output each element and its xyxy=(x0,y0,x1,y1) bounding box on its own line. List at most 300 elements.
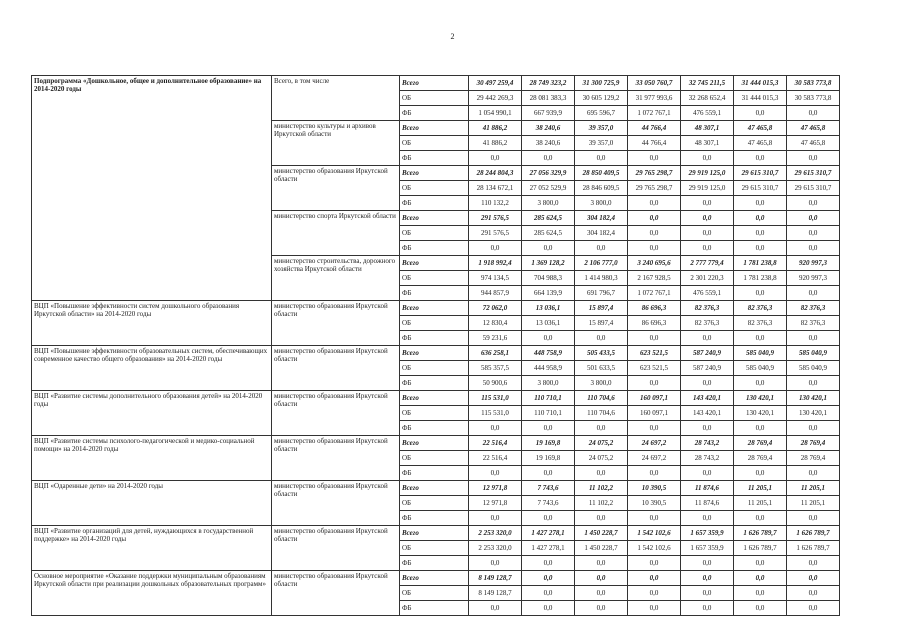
amount-cell: 30 497 259,4 xyxy=(469,76,522,91)
amount-cell: 0,0 xyxy=(575,331,628,346)
amount-cell: 1 072 767,1 xyxy=(628,106,681,121)
amount-cell: 0,0 xyxy=(787,466,840,481)
amount-cell: 28 850 409,5 xyxy=(575,166,628,181)
amount-cell: 1 427 278,1 xyxy=(522,541,575,556)
amount-cell: 19 169,8 xyxy=(522,436,575,451)
responsible-executor: министерство культуры и архивов Иркутской области xyxy=(272,121,400,166)
amount-cell: 0,0 xyxy=(734,556,787,571)
amount-cell: 0,0 xyxy=(681,331,734,346)
amount-cell: 0,0 xyxy=(628,241,681,256)
amount-cell: 0,0 xyxy=(681,601,734,616)
amount-cell: 44 766,4 xyxy=(628,121,681,136)
amount-cell: 0,0 xyxy=(787,511,840,526)
amount-cell: 13 036,1 xyxy=(522,316,575,331)
amount-cell: 28 769,4 xyxy=(787,451,840,466)
amount-cell: 0,0 xyxy=(628,196,681,211)
amount-cell: 0,0 xyxy=(787,331,840,346)
amount-cell: 29 615 310,7 xyxy=(787,166,840,181)
amount-cell: 28 081 383,3 xyxy=(522,91,575,106)
amount-cell: 47 465,8 xyxy=(734,121,787,136)
amount-cell: 0,0 xyxy=(681,571,734,586)
amount-cell: 110 132,2 xyxy=(469,196,522,211)
amount-cell: 0,0 xyxy=(734,211,787,226)
amount-cell: 24 697,2 xyxy=(628,451,681,466)
amount-cell: 82 376,3 xyxy=(734,316,787,331)
amount-cell: 0,0 xyxy=(681,211,734,226)
funding-source: Всего xyxy=(400,256,469,271)
amount-cell: 47 465,8 xyxy=(787,136,840,151)
funding-source: Всего xyxy=(400,166,469,181)
amount-cell: 31 444 015,3 xyxy=(734,91,787,106)
amount-cell: 0,0 xyxy=(681,466,734,481)
amount-cell: 0,0 xyxy=(787,106,840,121)
table-row xyxy=(32,436,840,451)
amount-cell: 29 615 310,7 xyxy=(787,181,840,196)
funding-source: Всего xyxy=(400,121,469,136)
amount-cell: 0,0 xyxy=(522,421,575,436)
amount-cell: 0,0 xyxy=(787,226,840,241)
amount-cell: 0,0 xyxy=(469,601,522,616)
amount-cell: 0,0 xyxy=(787,286,840,301)
amount-cell: 505 433,5 xyxy=(575,346,628,361)
amount-cell: 2 167 928,5 xyxy=(628,271,681,286)
amount-cell: 704 988,3 xyxy=(522,271,575,286)
amount-cell: 160 097,1 xyxy=(628,391,681,406)
amount-cell: 47 465,8 xyxy=(734,136,787,151)
funding-source: ФБ xyxy=(400,376,469,391)
amount-cell: 2 106 777,0 xyxy=(575,256,628,271)
amount-cell: 24 075,2 xyxy=(575,436,628,451)
responsible-executor: министерство образования Иркутской области xyxy=(272,346,400,391)
amount-cell: 11 205,1 xyxy=(734,481,787,496)
amount-cell: 636 258,1 xyxy=(469,346,522,361)
amount-cell: 28 769,4 xyxy=(734,436,787,451)
funding-source: ФБ xyxy=(400,511,469,526)
program-name: Основное мероприятие «Оказание поддержки муниципальным образованиям Иркутской области при реализации дошкольных образовательных программ» xyxy=(32,571,272,616)
amount-cell: 1 054 990,1 xyxy=(469,106,522,121)
amount-cell: 585 040,9 xyxy=(787,361,840,376)
budget-table xyxy=(31,75,840,616)
amount-cell: 22 516,4 xyxy=(469,436,522,451)
amount-cell: 1 657 359,9 xyxy=(681,541,734,556)
responsible-executor: министерство спорта Иркутской области xyxy=(272,211,400,256)
amount-cell: 130 420,1 xyxy=(734,391,787,406)
amount-cell: 11 102,2 xyxy=(575,481,628,496)
responsible-executor: министерство строительства, дорожного хозяйства Иркутской области xyxy=(272,256,400,301)
responsible-executor: министерство образования Иркутской области xyxy=(272,391,400,436)
amount-cell: 0,0 xyxy=(628,571,681,586)
amount-cell: 585 357,5 xyxy=(469,361,522,376)
amount-cell: 0,0 xyxy=(681,556,734,571)
funding-source: ОБ xyxy=(400,586,469,601)
amount-cell: 130 420,1 xyxy=(734,406,787,421)
funding-source: ОБ xyxy=(400,451,469,466)
amount-cell: 82 376,3 xyxy=(787,301,840,316)
amount-cell: 1 427 278,1 xyxy=(522,526,575,541)
amount-cell: 82 376,3 xyxy=(734,301,787,316)
amount-cell: 11 874,6 xyxy=(681,481,734,496)
funding-source: ОБ xyxy=(400,361,469,376)
amount-cell: 0,0 xyxy=(575,241,628,256)
amount-cell: 1 414 980,3 xyxy=(575,271,628,286)
amount-cell: 32 268 652,4 xyxy=(681,91,734,106)
amount-cell: 86 696,3 xyxy=(628,316,681,331)
amount-cell: 10 390,5 xyxy=(628,496,681,511)
amount-cell: 0,0 xyxy=(575,151,628,166)
amount-cell: 48 307,1 xyxy=(681,136,734,151)
amount-cell: 0,0 xyxy=(628,331,681,346)
page-number: 2 xyxy=(450,32,455,41)
amount-cell: 29 615 310,7 xyxy=(734,166,787,181)
amount-cell: 33 050 760,7 xyxy=(628,76,681,91)
amount-cell: 38 240,6 xyxy=(522,121,575,136)
amount-cell: 22 516,4 xyxy=(469,451,522,466)
table-row xyxy=(32,481,840,496)
amount-cell: 285 624,5 xyxy=(522,226,575,241)
amount-cell: 30 583 773,8 xyxy=(787,91,840,106)
amount-cell: 1 626 789,7 xyxy=(734,526,787,541)
amount-cell: 1 626 789,7 xyxy=(734,541,787,556)
table-row xyxy=(32,391,840,406)
amount-cell: 0,0 xyxy=(787,241,840,256)
amount-cell: 19 169,8 xyxy=(522,451,575,466)
amount-cell: 31 444 015,3 xyxy=(734,76,787,91)
amount-cell: 0,0 xyxy=(522,466,575,481)
amount-cell: 39 357,0 xyxy=(575,136,628,151)
amount-cell: 29 442 269,3 xyxy=(469,91,522,106)
amount-cell: 0,0 xyxy=(522,151,575,166)
amount-cell: 0,0 xyxy=(734,226,787,241)
funding-source: Всего xyxy=(400,211,469,226)
amount-cell: 82 376,3 xyxy=(681,316,734,331)
funding-source: ОБ xyxy=(400,316,469,331)
amount-cell: 0,0 xyxy=(469,511,522,526)
amount-cell: 12 971,8 xyxy=(469,496,522,511)
amount-cell: 0,0 xyxy=(734,511,787,526)
funding-source: ОБ xyxy=(400,271,469,286)
amount-cell: 143 420,1 xyxy=(681,406,734,421)
amount-cell: 0,0 xyxy=(575,421,628,436)
funding-source: ФБ xyxy=(400,286,469,301)
program-name: ВЦП «Повышение эффективности образовательных систем, обеспечивающих современное качество общего образования» на 2014-2020 годы xyxy=(32,346,272,391)
responsible-executor: министерство образования Иркутской области xyxy=(272,166,400,211)
amount-cell: 0,0 xyxy=(787,556,840,571)
amount-cell: 0,0 xyxy=(628,556,681,571)
funding-source: ФБ xyxy=(400,466,469,481)
amount-cell: 1 657 359,9 xyxy=(681,526,734,541)
amount-cell: 3 800,0 xyxy=(575,376,628,391)
amount-cell: 3 240 695,6 xyxy=(628,256,681,271)
amount-cell: 38 240,6 xyxy=(522,136,575,151)
amount-cell: 115 531,0 xyxy=(469,391,522,406)
amount-cell: 0,0 xyxy=(681,376,734,391)
amount-cell: 304 182,4 xyxy=(575,211,628,226)
amount-cell: 82 376,3 xyxy=(681,301,734,316)
amount-cell: 0,0 xyxy=(469,421,522,436)
amount-cell: 27 056 329,9 xyxy=(522,166,575,181)
amount-cell: 10 390,5 xyxy=(628,481,681,496)
amount-cell: 0,0 xyxy=(734,241,787,256)
amount-cell: 0,0 xyxy=(734,376,787,391)
amount-cell: 0,0 xyxy=(575,586,628,601)
amount-cell: 0,0 xyxy=(522,601,575,616)
amount-cell: 0,0 xyxy=(787,376,840,391)
amount-cell: 0,0 xyxy=(628,421,681,436)
amount-cell: 1 450 228,7 xyxy=(575,526,628,541)
amount-cell: 1 626 789,7 xyxy=(787,541,840,556)
amount-cell: 0,0 xyxy=(787,421,840,436)
amount-cell: 291 576,5 xyxy=(469,226,522,241)
amount-cell: 11 205,1 xyxy=(734,496,787,511)
amount-cell: 31 977 993,6 xyxy=(628,91,681,106)
amount-cell: 2 253 320,0 xyxy=(469,541,522,556)
amount-cell: 304 182,4 xyxy=(575,226,628,241)
amount-cell: 0,0 xyxy=(522,241,575,256)
amount-cell: 0,0 xyxy=(734,571,787,586)
amount-cell: 1 781 238,8 xyxy=(734,256,787,271)
funding-source: ФБ xyxy=(400,421,469,436)
table-row xyxy=(32,346,840,361)
amount-cell: 1 450 228,7 xyxy=(575,541,628,556)
amount-cell: 0,0 xyxy=(681,151,734,166)
amount-cell: 110 710,1 xyxy=(522,406,575,421)
amount-cell: 15 897,4 xyxy=(575,301,628,316)
amount-cell: 30 605 129,2 xyxy=(575,91,628,106)
responsible-executor: министерство образования Иркутской области xyxy=(272,301,400,346)
amount-cell: 0,0 xyxy=(522,586,575,601)
amount-cell: 585 040,9 xyxy=(734,361,787,376)
amount-cell: 0,0 xyxy=(522,331,575,346)
amount-cell: 0,0 xyxy=(628,586,681,601)
program-name: ВЦП «Развитие системы дополнительного образования детей» на 2014-2020 годы xyxy=(32,391,272,436)
amount-cell: 3 800,0 xyxy=(522,196,575,211)
amount-cell: 285 624,5 xyxy=(522,211,575,226)
amount-cell: 0,0 xyxy=(734,466,787,481)
funding-source: ФБ xyxy=(400,556,469,571)
program-name: ВЦП «Развитие организаций для детей, нуждающихся в государственной поддержке» на 2014-2020 годы xyxy=(32,526,272,571)
funding-source: ФБ xyxy=(400,196,469,211)
funding-source: ОБ xyxy=(400,136,469,151)
amount-cell: 28 846 609,5 xyxy=(575,181,628,196)
amount-cell: 0,0 xyxy=(681,196,734,211)
amount-cell: 86 696,3 xyxy=(628,301,681,316)
amount-cell: 974 134,5 xyxy=(469,271,522,286)
funding-source: Всего xyxy=(400,391,469,406)
amount-cell: 7 743,6 xyxy=(522,481,575,496)
amount-cell: 72 062,0 xyxy=(469,301,522,316)
amount-cell: 0,0 xyxy=(734,196,787,211)
table-row xyxy=(32,571,840,586)
amount-cell: 501 633,5 xyxy=(575,361,628,376)
amount-cell: 0,0 xyxy=(628,511,681,526)
amount-cell: 585 040,9 xyxy=(734,346,787,361)
amount-cell: 143 420,1 xyxy=(681,391,734,406)
amount-cell: 2 253 320,0 xyxy=(469,526,522,541)
amount-cell: 1 072 767,1 xyxy=(628,286,681,301)
amount-cell: 1 626 789,7 xyxy=(787,526,840,541)
amount-cell: 29 765 298,7 xyxy=(628,181,681,196)
funding-source: ФБ xyxy=(400,331,469,346)
amount-cell: 0,0 xyxy=(787,601,840,616)
program-name: ВЦП «Одаренные дети» на 2014-2020 годы xyxy=(32,481,272,526)
amount-cell: 28 769,4 xyxy=(787,436,840,451)
amount-cell: 1 918 992,4 xyxy=(469,256,522,271)
amount-cell: 28 769,4 xyxy=(734,451,787,466)
amount-cell: 587 240,9 xyxy=(681,361,734,376)
amount-cell: 664 139,9 xyxy=(522,286,575,301)
amount-cell: 623 521,5 xyxy=(628,361,681,376)
amount-cell: 0,0 xyxy=(575,556,628,571)
amount-cell: 29 919 125,0 xyxy=(681,166,734,181)
amount-cell: 1 781 238,8 xyxy=(734,271,787,286)
amount-cell: 11 874,6 xyxy=(681,496,734,511)
amount-cell: 48 307,1 xyxy=(681,121,734,136)
funding-source: ФБ xyxy=(400,601,469,616)
program-name: Подпрограмма «Дошкольное, общее и дополнительное образование» на 2014-2020 годы xyxy=(32,76,272,301)
funding-source: Всего xyxy=(400,526,469,541)
amount-cell: 0,0 xyxy=(469,241,522,256)
amount-cell: 0,0 xyxy=(628,211,681,226)
amount-cell: 691 796,7 xyxy=(575,286,628,301)
amount-cell: 2 301 220,3 xyxy=(681,271,734,286)
amount-cell: 0,0 xyxy=(734,106,787,121)
amount-cell: 944 857,9 xyxy=(469,286,522,301)
amount-cell: 28 743,2 xyxy=(681,451,734,466)
amount-cell: 47 465,8 xyxy=(787,121,840,136)
amount-cell: 29 615 310,7 xyxy=(734,181,787,196)
amount-cell: 448 758,9 xyxy=(522,346,575,361)
amount-cell: 0,0 xyxy=(522,571,575,586)
amount-cell: 7 743,6 xyxy=(522,496,575,511)
funding-source: Всего xyxy=(400,481,469,496)
funding-source: ФБ xyxy=(400,241,469,256)
amount-cell: 476 559,1 xyxy=(681,286,734,301)
program-name: ВЦП «Повышение эффективности систем дошкольного образования Иркутской области» на 2014-2020 годы xyxy=(32,301,272,346)
amount-cell: 920 997,3 xyxy=(787,256,840,271)
amount-cell: 0,0 xyxy=(787,196,840,211)
amount-cell: 28 134 672,1 xyxy=(469,181,522,196)
amount-cell: 3 800,0 xyxy=(522,376,575,391)
funding-source: Всего xyxy=(400,436,469,451)
amount-cell: 0,0 xyxy=(681,586,734,601)
amount-cell: 24 697,2 xyxy=(628,436,681,451)
funding-source: ОБ xyxy=(400,541,469,556)
responsible-executor: министерство образования Иркутской области xyxy=(272,526,400,571)
amount-cell: 0,0 xyxy=(787,211,840,226)
budget-table-body xyxy=(32,76,840,616)
amount-cell: 11 205,1 xyxy=(787,481,840,496)
amount-cell: 695 596,7 xyxy=(575,106,628,121)
amount-cell: 8 149 128,7 xyxy=(469,571,522,586)
amount-cell: 39 357,0 xyxy=(575,121,628,136)
funding-source: Всего xyxy=(400,571,469,586)
funding-source: ОБ xyxy=(400,181,469,196)
responsible-executor: министерство образования Иркутской области xyxy=(272,436,400,481)
table-row xyxy=(32,301,840,316)
amount-cell: 444 958,9 xyxy=(522,361,575,376)
amount-cell: 0,0 xyxy=(575,571,628,586)
amount-cell: 0,0 xyxy=(469,466,522,481)
funding-source: Всего xyxy=(400,346,469,361)
amount-cell: 667 939,9 xyxy=(522,106,575,121)
responsible-executor: министерство образования Иркутской области xyxy=(272,571,400,616)
funding-source: ФБ xyxy=(400,151,469,166)
amount-cell: 0,0 xyxy=(787,151,840,166)
amount-cell: 587 240,9 xyxy=(681,346,734,361)
amount-cell: 0,0 xyxy=(734,286,787,301)
amount-cell: 41 886,2 xyxy=(469,121,522,136)
amount-cell: 8 149 128,7 xyxy=(469,586,522,601)
amount-cell: 623 521,5 xyxy=(628,346,681,361)
amount-cell: 0,0 xyxy=(575,466,628,481)
funding-source: ОБ xyxy=(400,406,469,421)
funding-source: ОБ xyxy=(400,91,469,106)
amount-cell: 41 886,2 xyxy=(469,136,522,151)
amount-cell: 0,0 xyxy=(734,151,787,166)
amount-cell: 2 777 779,4 xyxy=(681,256,734,271)
amount-cell: 115 531,0 xyxy=(469,406,522,421)
amount-cell: 0,0 xyxy=(469,556,522,571)
amount-cell: 110 704,6 xyxy=(575,391,628,406)
table-row xyxy=(32,76,840,91)
funding-source: Всего xyxy=(400,301,469,316)
amount-cell: 0,0 xyxy=(628,376,681,391)
amount-cell: 44 766,4 xyxy=(628,136,681,151)
amount-cell: 1 542 102,6 xyxy=(628,541,681,556)
amount-cell: 32 745 211,5 xyxy=(681,76,734,91)
amount-cell: 110 710,1 xyxy=(522,391,575,406)
amount-cell: 59 231,6 xyxy=(469,331,522,346)
table-row xyxy=(32,526,840,541)
amount-cell: 3 800,0 xyxy=(575,196,628,211)
amount-cell: 82 376,3 xyxy=(787,316,840,331)
amount-cell: 0,0 xyxy=(734,331,787,346)
funding-source: ОБ xyxy=(400,226,469,241)
amount-cell: 585 040,9 xyxy=(787,346,840,361)
amount-cell: 27 052 529,9 xyxy=(522,181,575,196)
amount-cell: 0,0 xyxy=(681,226,734,241)
amount-cell: 28 244 804,3 xyxy=(469,166,522,181)
amount-cell: 50 900,6 xyxy=(469,376,522,391)
amount-cell: 291 576,5 xyxy=(469,211,522,226)
amount-cell: 0,0 xyxy=(575,601,628,616)
amount-cell: 0,0 xyxy=(734,601,787,616)
amount-cell: 0,0 xyxy=(628,601,681,616)
program-name: ВЦП «Развитие системы психолого-педагогической и медико-социальной помощи» на 2014-2020 годы xyxy=(32,436,272,481)
amount-cell: 15 897,4 xyxy=(575,316,628,331)
amount-cell: 12 971,8 xyxy=(469,481,522,496)
amount-cell: 130 420,1 xyxy=(787,391,840,406)
amount-cell: 130 420,1 xyxy=(787,406,840,421)
amount-cell: 0,0 xyxy=(628,151,681,166)
amount-cell: 110 704,6 xyxy=(575,406,628,421)
amount-cell: 0,0 xyxy=(628,226,681,241)
responsible-executor: Всего, в том числе xyxy=(272,76,400,121)
amount-cell: 13 036,1 xyxy=(522,301,575,316)
amount-cell: 0,0 xyxy=(681,241,734,256)
amount-cell: 30 583 773,8 xyxy=(787,76,840,91)
amount-cell: 11 205,1 xyxy=(787,496,840,511)
amount-cell: 0,0 xyxy=(734,421,787,436)
funding-source: Всего xyxy=(400,76,469,91)
amount-cell: 0,0 xyxy=(787,586,840,601)
amount-cell: 0,0 xyxy=(734,586,787,601)
amount-cell: 476 559,1 xyxy=(681,106,734,121)
amount-cell: 29 919 125,0 xyxy=(681,181,734,196)
amount-cell: 12 830,4 xyxy=(469,316,522,331)
amount-cell: 1 369 128,2 xyxy=(522,256,575,271)
amount-cell: 1 542 102,6 xyxy=(628,526,681,541)
